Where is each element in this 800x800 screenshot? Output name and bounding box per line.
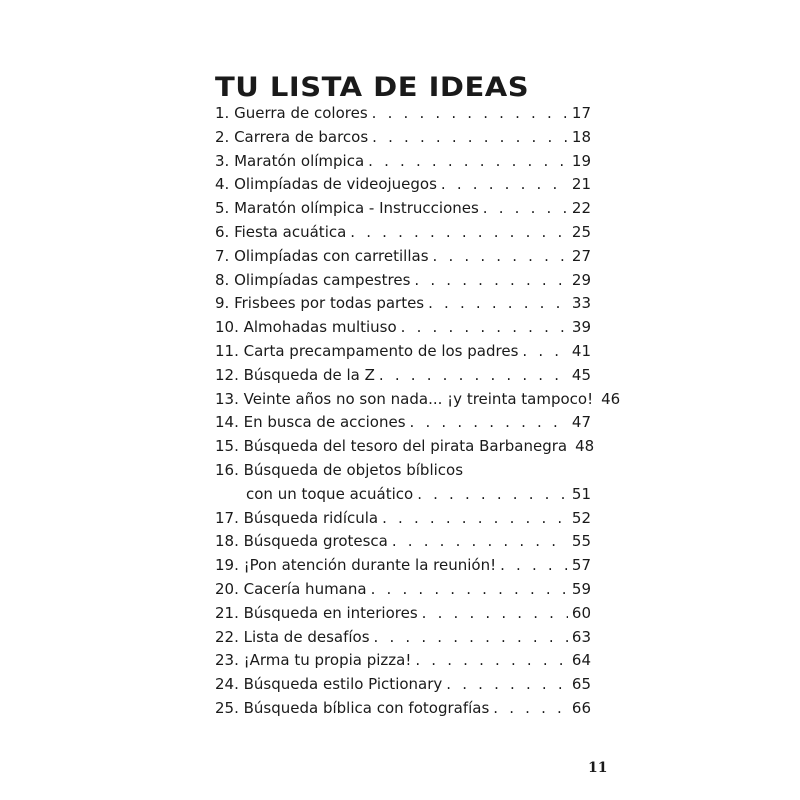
toc-entry-label: 16. Búsqueda de objetos bíblicos xyxy=(215,460,464,479)
toc-entry xyxy=(215,602,591,626)
toc-entry-page: 33 xyxy=(571,294,591,313)
dot-leader xyxy=(350,221,568,245)
toc-entry-page: 60 xyxy=(571,603,591,622)
dot-leader xyxy=(446,673,568,697)
toc-entry-label: 2. Carrera de barcos xyxy=(215,127,369,146)
toc-entry-label: 24. Búsqueda estilo Pictionary xyxy=(215,675,443,694)
toc-entry-page: 55 xyxy=(571,532,591,551)
toc-entry-label: 20. Cacería humana xyxy=(215,579,367,598)
toc-entry-label: 7. Olimpíadas con carretillas xyxy=(215,246,429,265)
toc-entry-page: 48 xyxy=(575,437,595,456)
toc-entry-page: 18 xyxy=(571,127,591,146)
toc-entry-label: 21. Búsqueda en interiores xyxy=(215,603,418,622)
toc-entry-label: 15. Búsqueda del tesoro del pirata Barbanegra xyxy=(215,437,568,456)
dot-leader xyxy=(410,411,568,435)
toc-entry-page: 46 xyxy=(601,389,621,408)
toc-entry-label: 13. Veinte años no son nada... ¡y treinta tampoco! xyxy=(215,389,594,408)
toc-entry xyxy=(215,102,591,126)
toc-entry xyxy=(215,554,591,578)
toc-entry-page: 65 xyxy=(571,675,591,694)
dot-leader xyxy=(372,102,568,126)
toc-entry xyxy=(215,150,591,174)
toc-entry xyxy=(215,292,591,316)
toc-entry-page: 29 xyxy=(571,270,591,289)
toc-entry-page: 51 xyxy=(571,484,591,503)
page-title: TU LISTA DE IDEAS xyxy=(215,70,530,103)
toc-entry xyxy=(215,173,591,197)
toc-entry-label: 12. Búsqueda de la Z xyxy=(215,365,375,384)
toc-entry-label: 3. Maratón olímpica xyxy=(215,151,365,170)
dot-leader xyxy=(483,197,568,221)
toc-entry xyxy=(215,435,595,459)
toc-entry-page: 45 xyxy=(571,365,591,384)
dot-leader xyxy=(401,316,568,340)
toc-entry-page: 63 xyxy=(571,627,591,646)
toc-entry-page: 59 xyxy=(571,579,591,598)
toc-entry xyxy=(215,578,591,602)
toc-entry-page: 66 xyxy=(571,698,591,717)
toc-entry xyxy=(215,673,591,697)
toc-entry xyxy=(215,340,591,364)
toc-entry-page: 22 xyxy=(571,199,591,218)
dot-leader xyxy=(441,173,568,197)
toc-entry-label-continuation: con un toque acuático xyxy=(246,484,414,503)
toc-entry-page: 57 xyxy=(571,556,591,575)
toc-entry-label: 23. ¡Arma tu propia pizza! xyxy=(215,651,412,670)
toc-entry-label: 9. Frisbees por todas partes xyxy=(215,294,425,313)
toc-entry xyxy=(215,126,591,150)
toc-entry xyxy=(215,245,591,269)
page-number: 11 xyxy=(588,760,608,776)
toc-entry xyxy=(215,530,591,554)
toc-entry-label: 10. Almohadas multiuso xyxy=(215,318,397,337)
dot-leader xyxy=(382,507,568,531)
toc-entry xyxy=(215,221,591,245)
toc-entry-page: 47 xyxy=(571,413,591,432)
dot-leader xyxy=(428,292,568,316)
toc-entry-label: 19. ¡Pon atención durante la reunión! xyxy=(215,556,497,575)
toc-entry-page: 17 xyxy=(571,104,591,122)
toc-entry xyxy=(215,388,621,412)
toc-entry xyxy=(215,626,591,650)
toc-entry-label: 11. Carta precampamento de los padres xyxy=(215,341,519,360)
dot-leader xyxy=(371,578,568,602)
toc-entry-continuation xyxy=(215,483,591,507)
dot-leader xyxy=(415,649,568,673)
toc-entry-page: 19 xyxy=(571,151,591,170)
toc-entry xyxy=(215,411,591,435)
toc-entry xyxy=(215,197,591,221)
dot-leader xyxy=(379,364,568,388)
toc-entry-label: 4. Olimpíadas de videojuegos xyxy=(215,175,437,194)
toc-entry-label: 17. Búsqueda ridícula xyxy=(215,508,379,527)
toc-entry-label: 5. Maratón olímpica - Instrucciones xyxy=(215,199,479,218)
toc-entry xyxy=(215,507,591,531)
toc-entry-page: 52 xyxy=(571,508,591,527)
dot-leader xyxy=(368,150,568,174)
toc-entry-page: 21 xyxy=(571,175,591,194)
dot-leader xyxy=(392,530,568,554)
toc-entry-page: 25 xyxy=(571,222,591,241)
dot-leader xyxy=(422,602,568,626)
toc-entry-label: 8. Olimpíadas campestres xyxy=(215,270,411,289)
toc-entry xyxy=(215,459,591,483)
toc-entry xyxy=(215,649,591,673)
toc-entry xyxy=(215,316,591,340)
table-of-contents xyxy=(215,102,621,721)
toc-entry-label: 14. En busca de acciones xyxy=(215,413,406,432)
dot-leader xyxy=(372,126,568,150)
toc-entry-page: 27 xyxy=(571,246,591,265)
toc-entry-label: 1. Guerra de colores xyxy=(215,104,368,122)
toc-entry-label: 25. Búsqueda bíblica con fotografías xyxy=(215,698,490,717)
dot-leader xyxy=(374,626,568,650)
toc-entry-label: 6. Fiesta acuática xyxy=(215,222,347,241)
dot-leader xyxy=(417,483,568,507)
dot-leader xyxy=(500,554,568,578)
toc-entry-page: 39 xyxy=(571,318,591,337)
toc-entry xyxy=(215,269,591,293)
toc-entry xyxy=(215,697,591,721)
toc-entry-label: 22. Lista de desafíos xyxy=(215,627,370,646)
toc-entry-page: 64 xyxy=(571,651,591,670)
dot-leader xyxy=(433,245,568,269)
toc-entry-label: 18. Búsqueda grotesca xyxy=(215,532,388,551)
dot-leader xyxy=(493,697,568,721)
dot-leader xyxy=(522,340,568,364)
toc-entry-page: 41 xyxy=(571,341,591,360)
toc-entry xyxy=(215,364,591,388)
dot-leader xyxy=(414,269,568,293)
